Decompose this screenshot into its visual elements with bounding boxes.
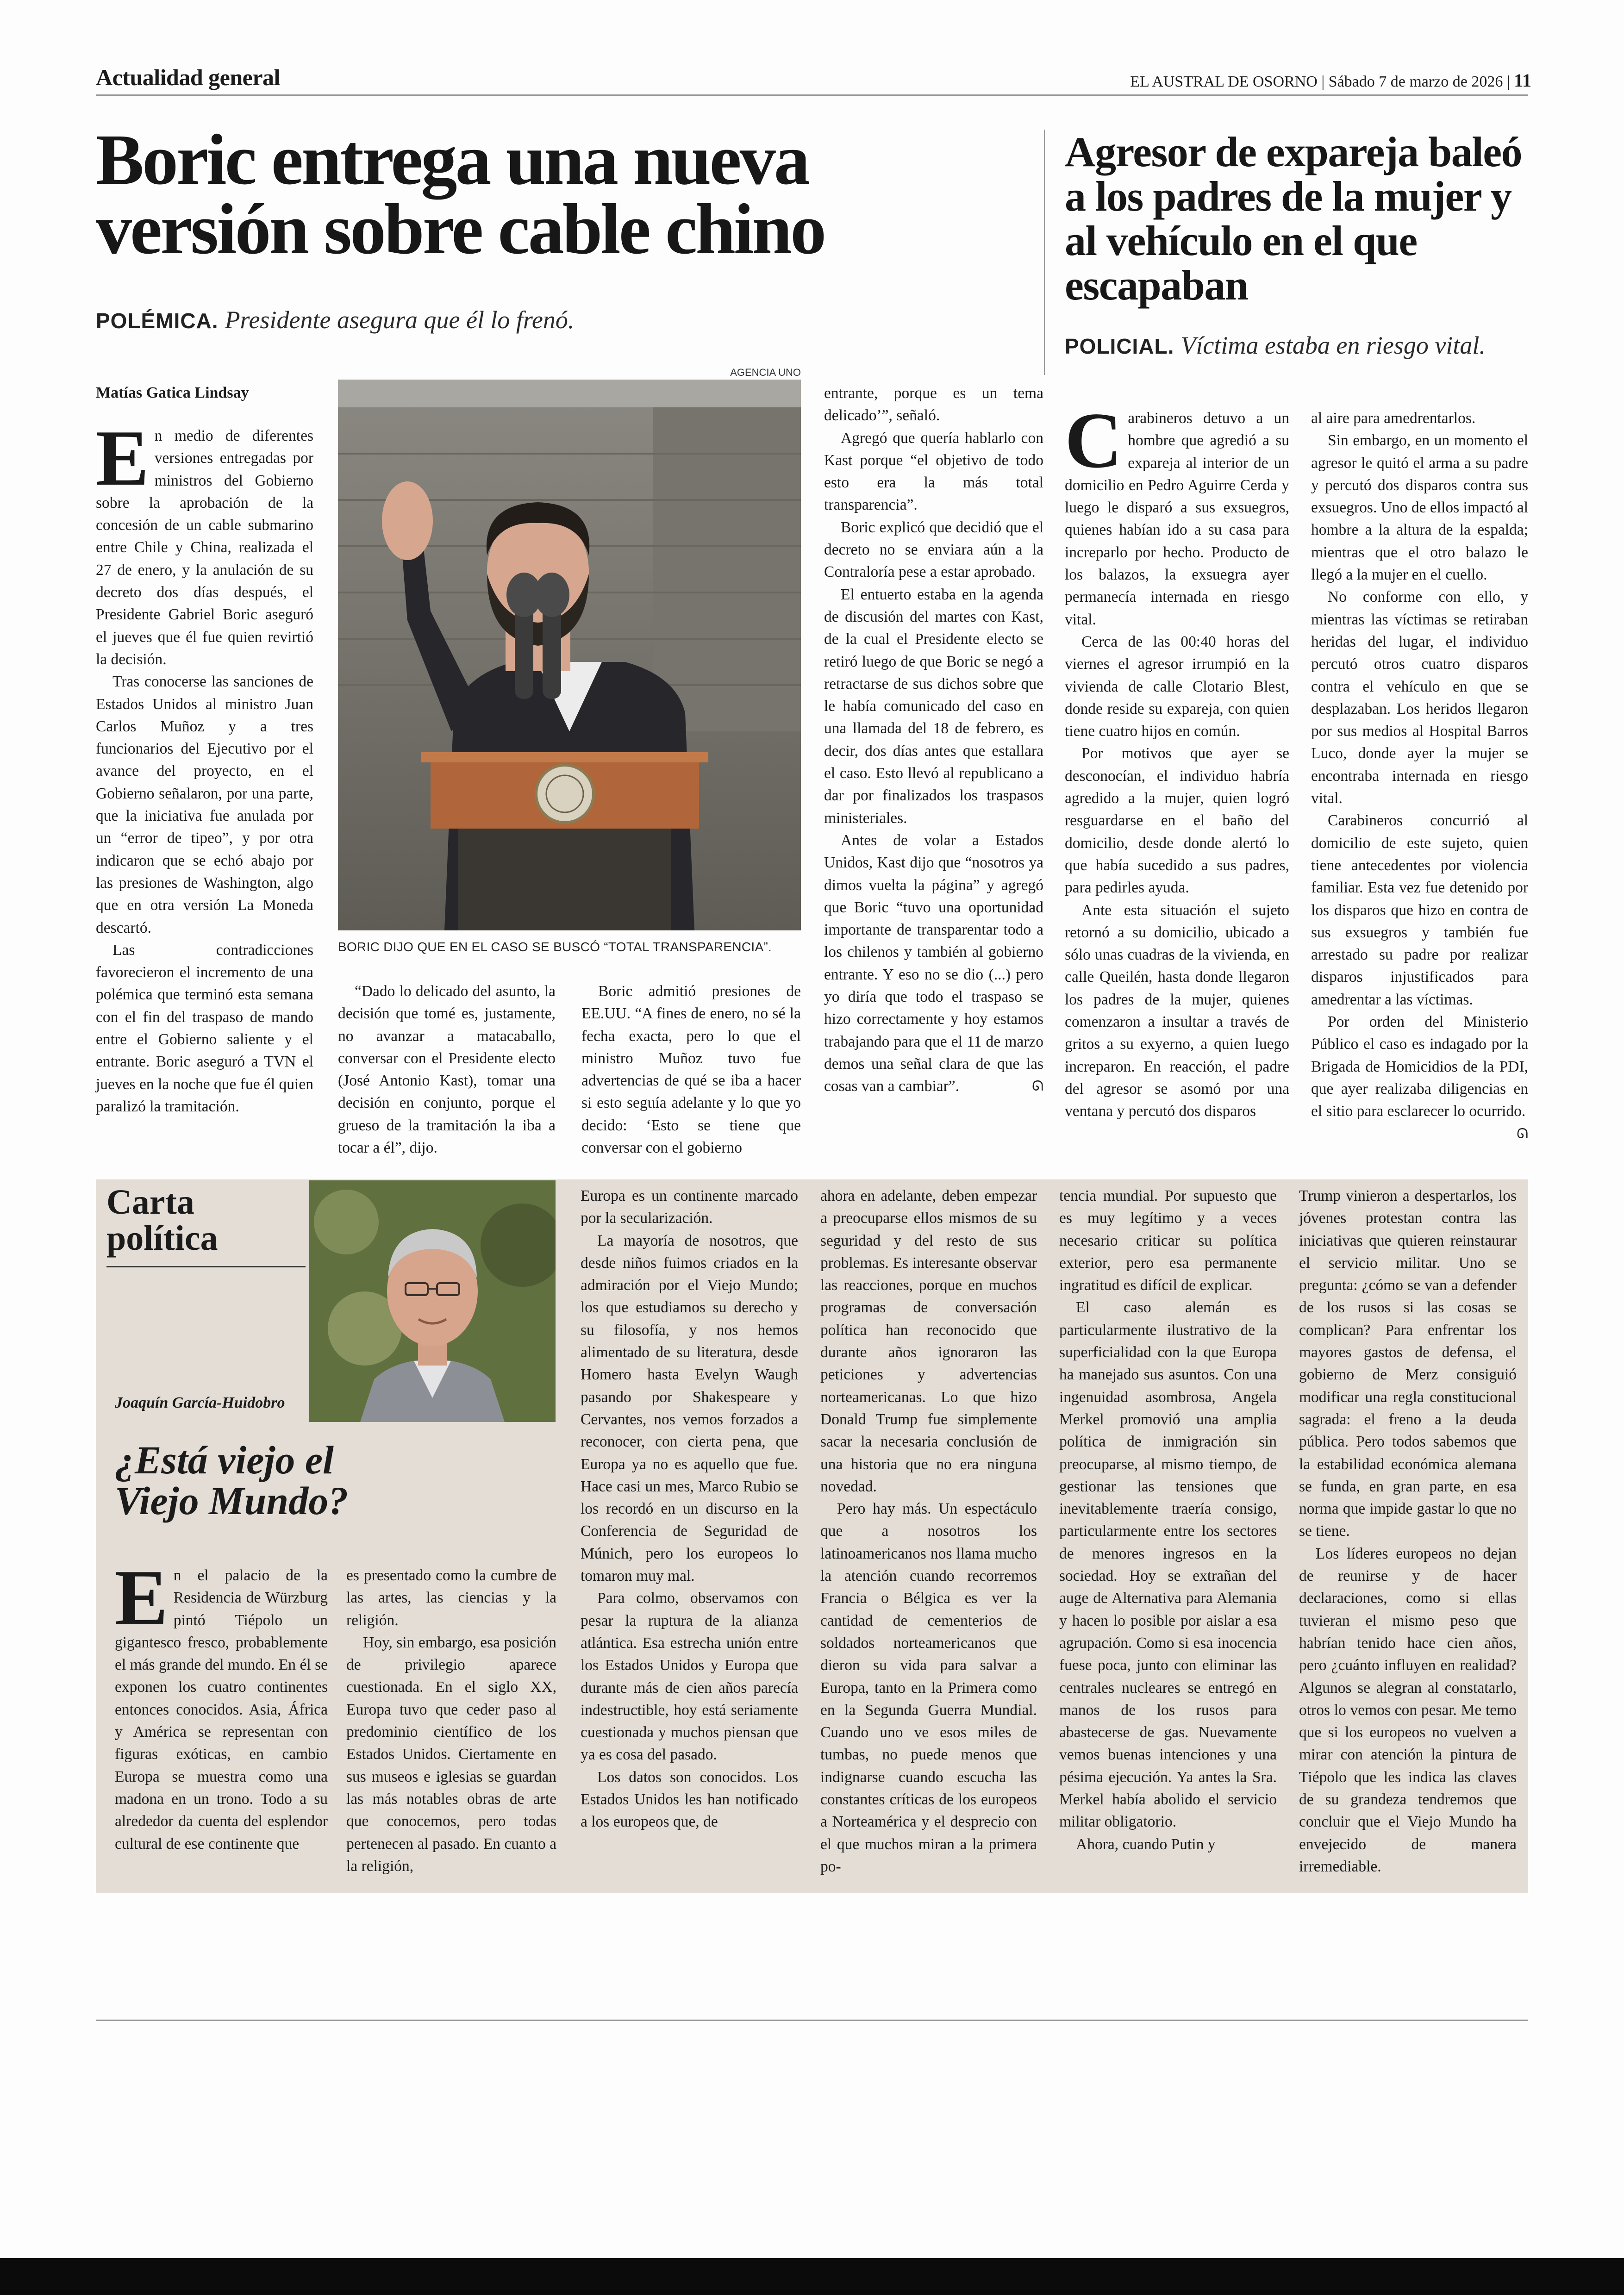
second-paragraph: No conforme con ello, y mientras las víctimas se retiraban heridas del lugar, el individuo percutó otros cuatro disparos contra el vehículo en que se desplazaban. Los heridos llegaron por sus medios al Hospital Barros Luco, donde ayer la mujer se encontraba internada en riesgo vital. (1311, 588, 1528, 807)
main-paragraph: entrante, porque es un tema delicado’”, señaló. (824, 385, 1043, 424)
opinion-paragraph: es presentado como la cumbre de las artes, las ciencias y la religión. (346, 1567, 556, 1629)
main-paragraph: “Dado lo delicado del asunto, la decisión que tomé es, justamente, no avanzar a matacaballo, conversar con el Presidente electo (José Antonio Kast), tomar una decisión en conjunto, porque el grueso de la tramitación la iba a tocar a él”, dijo. (338, 983, 556, 1157)
second-col-1 (1065, 397, 1289, 1123)
portrait-illustration (309, 1180, 556, 1422)
second-paragraph: Carabineros detuvo a un hombre que agredió a su expareja al interior de un domicilio en Pedro Aguirre Cerda y luego le disparó a sus exsuegros, quienes habían ido a su casa para increparlo por hecho. Producto de los balazos, la exsuegra ayer permanecía internada en riesgo vital. (1065, 397, 1289, 628)
byline: Matías Gatica Lindsay (96, 384, 249, 401)
second-paragraph: Por orden del Ministerio Público el caso es indagado por la Brigada de Homicidios de la PDI, que ayer realizaba diligencias en el sitio para esclarecer lo ocurrido. ᘏ (1311, 1011, 1528, 1123)
dropcap: E (96, 414, 149, 502)
opinion-paragraph: Pero hay más. Un espectáculo que a nosotros los latinoamericanos nos llama mucho la atención cuando recorremos Francia o Bélgica es ver la cantidad de cementerios de soldados norteamericanos que dieron su vida para salvar a Europa, tanto en la Primera como en la Segunda Guerra Mundial. Cuando uno ve esos miles de tumbas, no puede menos que indignarse cuando escucha las constantes críticas de los europeos a Norteamérica y el desprecio con el que muchos miran a la primera po- (820, 1500, 1037, 1875)
dropcap: E (115, 1554, 168, 1642)
author-portrait (309, 1180, 556, 1422)
issue-date: Sábado 7 de marzo de 2026 (1328, 73, 1503, 90)
opinion-col-2 (346, 1565, 556, 1877)
opinion-col-6 (1299, 1185, 1517, 1878)
opinion-paragraph: ahora en adelante, deben empezar a preocuparse ellos mismos de su seguridad y del resto de sus problemas. Es interesante observar las reacciones, porque en muchos programas de conversación política han reconocido que durante años ignoraron las peticiones y advertencias norteamericanas. Lo que hizo Donald Trump fue simplemente sacar la necesaria conclusión de una historia que no era ninguna novedad. (820, 1187, 1037, 1495)
second-kicker-label: POLICIAL. (1065, 334, 1174, 358)
main-col-3 (581, 980, 801, 1159)
second-paragraph: Cerca de las 00:40 horas del viernes el agresor irrumpió en la vivienda de calle Clotario Blest, donde reside su expareja, con quien tiene cuatro hijos en común. (1065, 633, 1289, 740)
opinion-paragraph: En el palacio de la Residencia de Würzburg pintó Tiépolo un gigantesco fresco, probablemente el más grande del mundo. En él se exponen los cuatro continentes entonces conocidos. Asia, África y América se representan con figuras exóticas, en cambio Europa se muestra como una madona en un trono. Todo a su alrededor da cuenta del esplendor cultural de ese continente que (115, 1554, 328, 1852)
main-headline: Boric entrega una nueva versión sobre cable chino (96, 119, 825, 269)
header-rule (96, 94, 1528, 96)
opinion-paragraph: Ahora, cuando Putin y (1076, 1835, 1216, 1853)
main-paragraph: Antes de volar a Estados Unidos, Kast dijo que “nosotros ya dimos vuelta la página” y agregó que Boric “tuvo una oportunidad importante de transparentar todo a los chilenos y también al gobierno entrante. Y eso no se dio (...) pero yo diría que todo el traspaso se hizo correctamente y hoy estamos trabajando para que el 11 de marzo demos una señal clara de que las cosas van a cambiar”. ᘏ (824, 829, 1043, 1098)
main-paragraph: Boric explicó que decidió que el decreto no se enviara aún a la Contraloría pese a estar aprobado. (824, 518, 1043, 581)
column-divider (1044, 130, 1045, 375)
second-paragraph: Sin embargo, en un momento el agresor le quitó el arma a su padre y percutó dos disparos contra sus exsuegros. Uno de ellos impactó al hombre a la altura de la espalda; mientras que el otro balazo le llegó a la mujer en el cuello. (1311, 432, 1528, 584)
opinion-col-5 (1059, 1185, 1277, 1856)
second-kicker (1065, 331, 1486, 360)
opinion-paragraph: Los datos son conocidos. Los Estados Unidos les han notificado a los europeos que, de (581, 1768, 798, 1831)
second-paragraph: Por motivos que ayer se desconocían, el individuo habría agredido a la mujer, quien logró resguardarse en el baño del domicilio, desde donde alertó lo que había sucedido a sus padres, para pedirles ayuda. (1065, 745, 1289, 897)
second-headline: Agresor de expareja baleó a los padres de la mujer y al vehículo en el que escapaban (1065, 128, 1522, 309)
opinion-paragraph: Para colmo, observamos con pesar la ruptura de la alianza atlántica. Esa estrecha unión entre los Estados Unidos y Europa que durante más de cien años parecía indestructible, hoy está seriamente cuestionada y muchos piensan que ya es cosa del pasado. (581, 1590, 798, 1764)
bottom-bar (0, 2258, 1624, 2295)
main-paragraph: Las contradicciones favorecieron el incremento de una polémica que terminó esta semana con el fin del traspaso de mando entre el Gobierno saliente y el entrante. Boric aseguró a TVN el jueves en la noche que fue él quien paralizó la tramitación. (96, 941, 313, 1115)
opinion-col-1 (115, 1554, 328, 1855)
opinion-rule (106, 1266, 306, 1267)
opinion-paragraph: Trump vinieron a despertarlos, los jóvenes protestan contra las iniciativas que quieren reinstaurar el servicio militar. Uno se pregunta: ¿cómo se van a defender de los rusos si las cosas se complican? Para enfrentar los mayores gastos de defensa, el gobierno de Merz consiguió modificar una regla constitucional sagrada: el freno a la deuda pública. Pero todos sabemos que la estabilidad económica alemana se funda, en gran parte, en esa norma que impide gastar lo que no se tiene. (1299, 1187, 1517, 1540)
main-paragraph: Tras conocerse las sanciones de Estados Unidos al ministro Juan Carlos Muñoz y a tres funcionarios del Ejecutivo por el avance del proyecto, en el Gobierno señalaron, por una parte, que la iniciativa fue anulada por un “error de tipeo”, y por otra indicaron que se echó abajo por las presiones de Washington, algo que en otra versión La Moneda descartó. (96, 673, 313, 936)
main-kicker-label: POLÉMICA. (96, 309, 219, 333)
end-mark-icon: ᘏ (1517, 1125, 1528, 1142)
second-kicker-text: Víctima estaba en riesgo vital. (1181, 331, 1486, 359)
main-kicker-text: Presidente asegura que él lo frenó. (225, 306, 575, 334)
main-paragraph: El entuerto estaba en la agenda de discusión del martes con Kast, de la cual el Presidente electo se retiró luego de que Boric se negó a retractarse de sus dichos sobre que le había comunicado del caso en una llamada del 18 de febrero, es decir, dos días antes que estallara el caso. Esto llevó al republicano a dar por finalizados los traspasos ministeriales. (824, 586, 1043, 827)
page-number: 11 (1514, 70, 1531, 91)
photo-caption: BORIC DIJO QUE EN EL CASO SE BUSCÓ “TOTAL TRANSPARENCIA”. (338, 940, 772, 954)
opinion-section-title: Carta política (106, 1183, 218, 1258)
opinion-paragraph: Los líderes europeos no dejan de reunirse y de hacer declaraciones, como si ellas tuvieran el mismo peso que habrían tenido hace cien años, pero ¿cuánto influyen en realidad? Algunos se alegran al constatarlo, otros lo vemos con pesar. Me temo que si los europeos no vuelven a mirar con atención la pintura de Tiépolo que les indica las claves de su grandeza tendremos que concluir que el Viejo Mundo ha envejecido de manera irremediable. (1299, 1545, 1517, 1875)
opinion-paragraph: Hoy, sin embargo, esa posición de privilegio aparece cuestionada. En el siglo XX, Europa tuvo que ceder paso al predominio científico de los Estados Unidos. Ciertamente en sus museos e iglesias se guardan las más notables obras de arte que conocemos, pero todas pertenecen al pasado. En cuanto a la religión, (346, 1634, 556, 1875)
opinion-col-3 (581, 1185, 798, 1834)
opinion-paragraph: La mayoría de nosotros, que desde niños fuimos criados en la admiración por el Viejo Mundo; los que estudiamos su derecho y su filosofía, y nos hemos alimentado de su literatura, desde Homero hasta Evelyn Waugh pasando por Shakespeare y Cervantes, nos vemos forzados a reconocer, con cierta pena, que Europa ya no es aquello que fue. Hace casi un mes, Marco Rubio se los recordó en un discurso en la Conferencia de Seguridad de Múnich, pero los europeos lo tomaron muy mal. (581, 1232, 798, 1585)
opinion-headline: ¿Está viejo el Viejo Mundo? (115, 1438, 349, 1523)
second-col-2 (1311, 407, 1528, 1145)
main-col-2 (338, 980, 556, 1159)
newspaper-name: EL AUSTRAL DE OSORNO (1130, 73, 1318, 90)
second-paragraph: Carabineros concurrió al domicilio de este sujeto, quien tiene antecedentes por violencia familiar. Esta vez fue detenido por los disparos que hizo en contra de sus exsuegros y también fue arrestado su padre por realizar disparos injustificados para amedrentar a las víctimas. (1311, 812, 1528, 1008)
main-col-1 (96, 414, 313, 1118)
section-title: Actualidad general (96, 64, 280, 90)
end-mark-icon: ᘏ (1032, 1078, 1043, 1095)
opinion-paragraph: Europa es un continente marcado por la secularización. (581, 1187, 798, 1227)
main-paragraph: En medio de diferentes versiones entregadas por ministros del Gobierno sobre la aprobación de la concesión de un cable submarino entre Chile y China, realizada el 27 de enero, y la anulación de su decreto dos días después, el Presidente Gabriel Boric aseguró el jueves que él fue quien revirtió la decisión. (96, 414, 313, 668)
boric-photo (338, 380, 801, 930)
main-col-4 (824, 382, 1043, 1098)
main-kicker (96, 306, 574, 334)
main-paragraph: Agregó que quería hablarlo con Kast porque “el objetivo de todo esto era la más total transparencia”. (824, 429, 1043, 514)
masthead: EL AUSTRAL DE OSORNO | Sábado 7 de marzo de 2026 | 11 (1130, 70, 1531, 91)
opinion-paragraph: El caso alemán es particularmente ilustrativo de la superficialidad con la que Europa ha manejado sus asuntos. Con una ingenuidad asombrosa, Angela Merkel promovió una amplia política de inmigración sin preocuparse, al mismo tiempo, de gestionar las tensiones que inevitablemente traería consigo, particularmente entre los sectores de menores ingresos en la sociedad. Hoy se extrañan del auge de Alternativa para Alemania y hacen lo posible por aislar a esa agrupación. Como si esa inocencia fuese poca, junto con eliminar las centrales nucleares se entregó en manos de los rusos para abastecerse de gas. Nuevamente vemos buenas intenciones y una pésima ejecución. Ya antes la Sra. Merkel había abolido el servicio militar obligatorio. (1059, 1299, 1277, 1831)
boric-illustration (338, 380, 801, 930)
second-paragraph: Ante esta situación el sujeto retornó a su domicilio, ubicado a sólo unas cuadras de la vivienda, en calle Queilén, hasta donde llegaron los padres de la mujer, quienes comenzaron a insultar a través de gritos a su exyerno, a quien luego increparon. En reacción, el padre del agresor se asomó por una ventana y percutó dos disparos (1065, 901, 1289, 1120)
main-paragraph: Boric admitió presiones de EE.UU. “A fines de enero, no sé la fecha exacta, pero lo que el ministro Muñoz tuvo fue advertencias de qué se iba a hacer si esto seguía adelante y lo que yo decido: ‘Esto se tiene que conversar con el gobierno (581, 983, 801, 1157)
second-paragraph: al aire para amedrentarlos. (1311, 410, 1476, 427)
opinion-paragraph: tencia mundial. Por supuesto que es muy legítimo y a veces necesario criticar su política exterior, pero esa permanente ingratitud es difícil de explicar. (1059, 1187, 1277, 1294)
dropcap: C (1065, 397, 1123, 485)
footer-rule (96, 2020, 1528, 2021)
photo-credit: AGENCIA UNO (730, 367, 801, 378)
opinion-author: Joaquín García-Huidobro (115, 1394, 285, 1411)
opinion-col-4 (820, 1185, 1037, 1878)
